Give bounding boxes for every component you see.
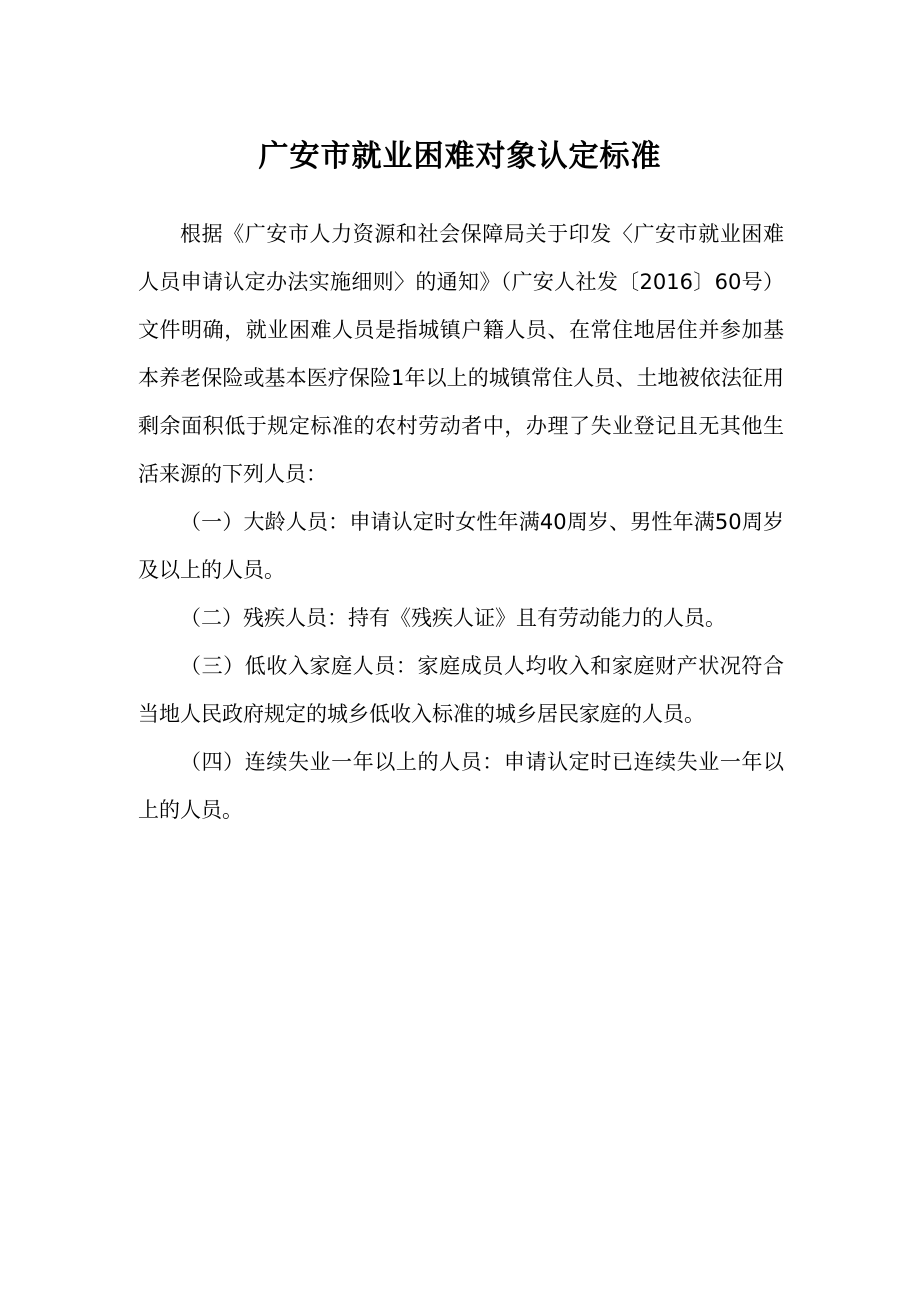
document-body xyxy=(138,210,784,834)
item-paragraph-3: （三）低收入家庭人员：家庭成员人均收入和家庭财产状况符合当地人民政府规定的城乡低收入标准的城乡居民家庭的人员。 xyxy=(138,654,784,726)
item-paragraph-4: （四）连续失业一年以上的人员：申请认定时已连续失业一年以上的人员。 xyxy=(138,750,784,822)
item-paragraph-2: （二）残疾人员：持有《残疾人证》且有劳动能力的人员。 xyxy=(180,606,726,630)
item-paragraph-1: （一）大龄人员：申请认定时女性年满40周岁、男性年满50周岁及以上的人员。 xyxy=(138,510,784,582)
document-title: 广安市就业困难对象认定标准 xyxy=(258,139,662,175)
intro-paragraph: 根据《广安市人力资源和社会保障局关于印发〈广安市就业困难人员申请认定办法实施细则〉的通知》（广安人社发〔2016〕60号）文件明确，就业困难人员是指城镇户籍人员、在常住地居住并参加基本养老保险或基本医疗保险1年以上的城镇常住人员、土地被依法征用剩余面积低于规定标准的农村劳动者中，办理了失业登记且无其他生活来源的下列人员： xyxy=(138,222,784,486)
